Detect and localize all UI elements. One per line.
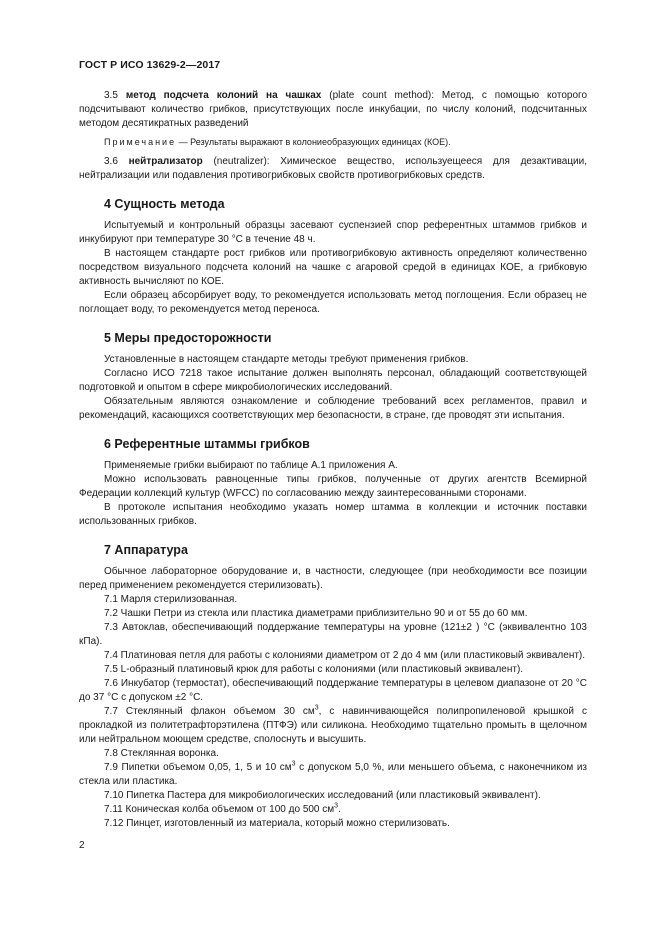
list-item: 7.4 Платиновая петля для работы с колониями диаметром от 2 до 4 мм (или пластиковый эквивалент). <box>104 650 586 661</box>
section-4-heading: 4 Сущность метода <box>104 197 225 211</box>
definition-term: нейтрализатор <box>128 156 203 167</box>
paragraph: Согласно ИСО 7218 такое испытание должен выполнять персонал, обладающий соответствующей подготовкой и опытом в сфере микробиологических исследований. <box>79 368 587 393</box>
list-item-text: 7.11 Коническая колба объемом от 100 до 500 см <box>104 804 335 815</box>
section-6-heading: 6 Референтные штаммы грибков <box>104 437 310 451</box>
paragraph: Применяемые грибки выбирают по таблице А.1 приложения А. <box>104 460 398 471</box>
superscript: 3 <box>334 802 339 810</box>
list-item-text: . <box>338 804 341 815</box>
list-item: 7.6 Инкубатор (термостат), обеспечивающий поддержание температуры в целевом диапазоне от 20 °С до 37 °С с допуском ±2 °С. <box>79 678 587 703</box>
section-7-heading: 7 Аппаратура <box>104 543 188 557</box>
paragraph: Испытуемый и контрольный образцы засевают суспензией спор референтных штаммов грибков и инкубируют при температуре 30 °С в течение 48 ч. <box>79 220 587 245</box>
list-item: 7.5 L-образный платиновый крюк для работы с колониями (или пластиковый эквивалент). <box>104 664 524 675</box>
section-5-heading: 5 Меры предосторожности <box>104 331 272 345</box>
superscript: 3 <box>314 704 319 712</box>
list-item <box>79 803 587 817</box>
definition-text: (neutralizer): Химическое вещество, используещееся для дезактивации, нейтрализации или подавления противогрибковых свойств противогрибковых средств. <box>79 156 588 181</box>
definition-number: 3.5 <box>104 90 118 101</box>
list-item-text: , с навинчивающейся полипропиленовой крышкой с прокладкой из политетрафторэтилена (ПТФЭ) или силикона. Необходимо тщательно промыть в щелочном или нейтральном моющем средстве, сполоснуть и высушить. <box>79 706 587 745</box>
page-content <box>79 89 587 831</box>
definition-term: метод подсчета колоний на чашках <box>125 90 322 101</box>
definition-3-5 <box>79 89 587 131</box>
paragraph: Установленные в настоящем стандарте методы требуют применения грибков. <box>104 354 469 365</box>
definition-text: (plate count method): Метод, с помощью которого подсчитывают количество грибков, присутствующих после инкубации, по числу колоний, подсчитанных методом десятикратных разведений <box>79 90 587 129</box>
list-item: 7.2 Чашки Петри из стекла или пластика диаметрами приблизительно 90 и от 55 до 60 мм. <box>104 608 528 619</box>
list-item: 7.1 Марля стерилизованная. <box>104 594 238 605</box>
list-item: 7.3 Автоклав, обеспечивающий поддержание температуры на уровне (121±2 ) °С (эквивалентно 103 кПа). <box>79 622 587 647</box>
list-item: 7.8 Стеклянная воронка. <box>104 748 219 759</box>
list-item <box>79 705 587 747</box>
paragraph: Если образец абсорбирует воду, то рекомендуется использовать метод поглощения. Если образец не поглощает воду, то рекомендуется метод переноса. <box>79 290 587 315</box>
document-code-header: ГОСТ Р ИСО 13629-2—2017 <box>79 59 221 71</box>
page-number: 2 <box>79 840 85 851</box>
list-item-text: 7.9 Пипетки объемом 0,05, 1, 5 и 10 см <box>104 762 292 773</box>
definition-number: 3.6 <box>104 156 118 167</box>
note <box>79 135 587 149</box>
definition-3-6 <box>79 155 587 183</box>
note-text: — Результаты выражают в колониеобразующих единицах (КОЕ). <box>176 137 451 147</box>
list-item-text: 7.7 Стеклянный флакон объемом 30 см <box>104 706 315 717</box>
note-label: Примечание <box>104 137 177 147</box>
paragraph: Обязательным являются ознакомление и соблюдение требований всех регламентов, правил и рекомендаций, касающихся соответствующих мер безопасности, в стране, где проводят эти испытания. <box>79 396 587 421</box>
paragraph: Обычное лабораторное оборудование и, в частности, следующее (при необходимости все позиции перед применением рекомендуется стерилизовать). <box>79 566 587 591</box>
list-item: 7.10 Пипетка Пастера для микробиологических исследований (или пластиковый эквивалент). <box>104 790 541 801</box>
superscript: 3 <box>291 760 296 768</box>
paragraph: В протоколе испытания необходимо указать номер штамма в коллекции и источник поставки использованных грибков. <box>79 502 587 527</box>
list-item-text: с допуском 5,0 %, или меньшего объема, с наконечником из стекла или пластика. <box>79 762 587 787</box>
list-item: 7.12 Пинцет, изготовленный из материала, который можно стерилизовать. <box>104 818 450 829</box>
paragraph: Можно использовать равноценные типы грибков, полученные от других агентств Всемирной Федерации коллекций культур (WFCC) по согласованию между заинтересованными сторонами. <box>79 474 587 499</box>
list-item <box>79 761 587 789</box>
paragraph: В настоящем стандарте рост грибков или противогрибковую активность определяют количественно посредством визуального подсчета колоний на чашке с агаровой средой в единицах КОЕ, а грибковую активность вычисляют по КОЕ. <box>79 248 587 287</box>
